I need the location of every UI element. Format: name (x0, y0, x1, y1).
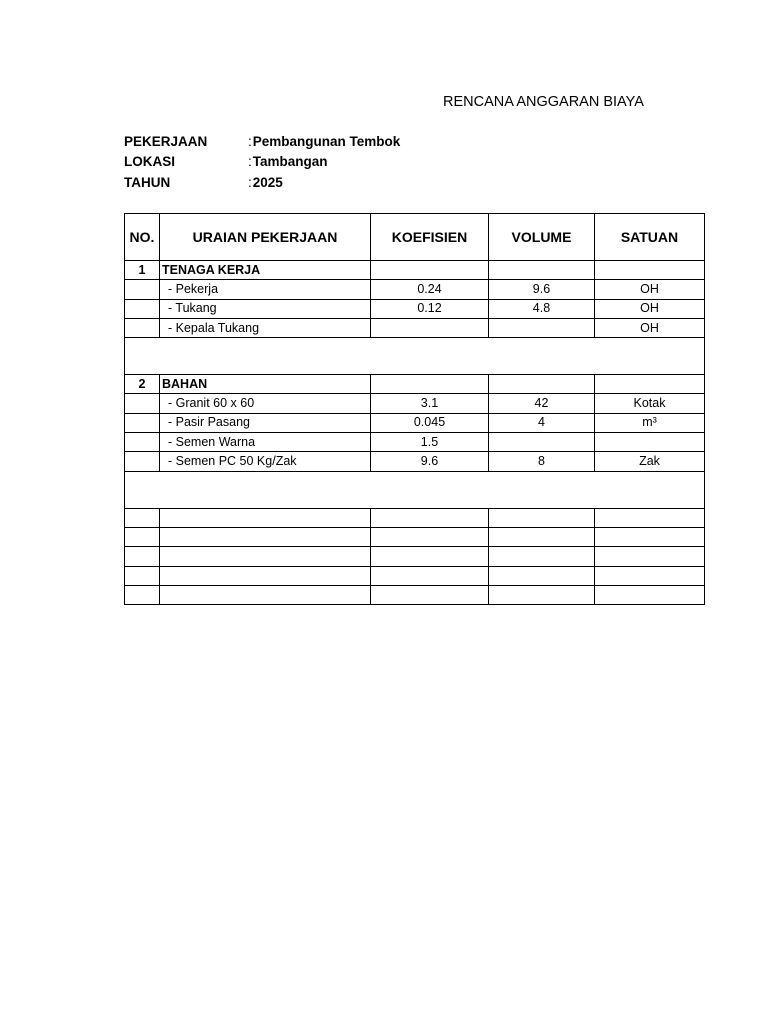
table-row (125, 280, 705, 299)
cell-volume: 42 (489, 394, 595, 413)
table-row (125, 433, 705, 452)
empty-cell (125, 280, 160, 299)
cell-satuan: Kotak (595, 394, 705, 413)
cell-volume: 9.6 (489, 280, 595, 299)
spacer-cell (125, 338, 705, 375)
info-separator: : (248, 175, 252, 190)
info-separator: : (248, 154, 252, 169)
cell-koefisien: 3.1 (371, 394, 489, 413)
info-separator: : (248, 134, 252, 149)
info-label: TAHUN (124, 175, 171, 190)
table-row (125, 299, 705, 318)
table-row (125, 318, 705, 337)
spacer-row (125, 338, 705, 375)
table-header-row (125, 214, 705, 261)
cell-satuan (595, 433, 705, 452)
header-koefisien: KOEFISIEN (371, 214, 489, 261)
empty-row (125, 527, 705, 546)
header-volume: VOLUME (489, 214, 595, 261)
info-value: Tambangan (252, 154, 328, 169)
cell-koefisien: 0.24 (371, 280, 489, 299)
info-value: 2025 (252, 175, 283, 190)
cell-volume (489, 318, 595, 337)
info-row-tahun (124, 173, 283, 193)
cell-koefisien: 9.6 (371, 452, 489, 471)
cell-satuan: OH (595, 318, 705, 337)
header-uraian: URAIAN PEKERJAAN (160, 214, 371, 261)
empty-cell (595, 261, 705, 280)
cell-uraian: - Tukang (160, 299, 371, 318)
empty-cell (489, 261, 595, 280)
cell-uraian: - Pasir Pasang (160, 413, 371, 432)
cell-koefisien: 0.12 (371, 299, 489, 318)
info-label: PEKERJAAN (124, 134, 208, 149)
cell-uraian: - Semen PC 50 Kg/Zak (160, 452, 371, 471)
cell-uraian: - Pekerja (160, 280, 371, 299)
empty-cell (125, 394, 160, 413)
empty-cell (371, 375, 489, 394)
info-row-pekerjaan (124, 132, 400, 152)
spacer-row (125, 471, 705, 508)
document-title: RENCANA ANGGARAN BIAYA (443, 94, 644, 110)
cell-uraian: - Semen Warna (160, 433, 371, 452)
info-row-lokasi (124, 152, 328, 172)
cell-satuan: m³ (595, 413, 705, 432)
cell-satuan: Zak (595, 452, 705, 471)
section-row (125, 261, 705, 280)
empty-cell (371, 261, 489, 280)
table-row (125, 452, 705, 471)
section-row (125, 375, 705, 394)
cell-volume: 4 (489, 413, 595, 432)
empty-cell (125, 433, 160, 452)
budget-table (124, 213, 705, 605)
section-no: 2 (125, 375, 160, 394)
cell-volume: 8 (489, 452, 595, 471)
empty-cell (125, 413, 160, 432)
empty-row (125, 508, 705, 527)
empty-cell (489, 375, 595, 394)
cell-volume: 4.8 (489, 299, 595, 318)
cell-koefisien: 0.045 (371, 413, 489, 432)
header-no: NO. (125, 214, 160, 261)
empty-row (125, 547, 705, 566)
section-name: BAHAN (160, 375, 371, 394)
cell-uraian: - Granit 60 x 60 (160, 394, 371, 413)
empty-row (125, 566, 705, 585)
empty-cell (125, 299, 160, 318)
info-value: Pembangunan Tembok (252, 134, 401, 149)
empty-cell (595, 375, 705, 394)
spacer-cell (125, 471, 705, 508)
info-label: LOKASI (124, 154, 176, 169)
cell-volume (489, 433, 595, 452)
cell-satuan: OH (595, 280, 705, 299)
section-name: TENAGA KERJA (160, 261, 371, 280)
empty-row (125, 585, 705, 604)
table-row (125, 394, 705, 413)
cell-koefisien (371, 318, 489, 337)
cell-uraian: - Kepala Tukang (160, 318, 371, 337)
section-no: 1 (125, 261, 160, 280)
cell-koefisien: 1.5 (371, 433, 489, 452)
header-satuan: SATUAN (595, 214, 705, 261)
empty-cell (125, 452, 160, 471)
empty-cell (125, 318, 160, 337)
cell-satuan: OH (595, 299, 705, 318)
table-row (125, 413, 705, 432)
